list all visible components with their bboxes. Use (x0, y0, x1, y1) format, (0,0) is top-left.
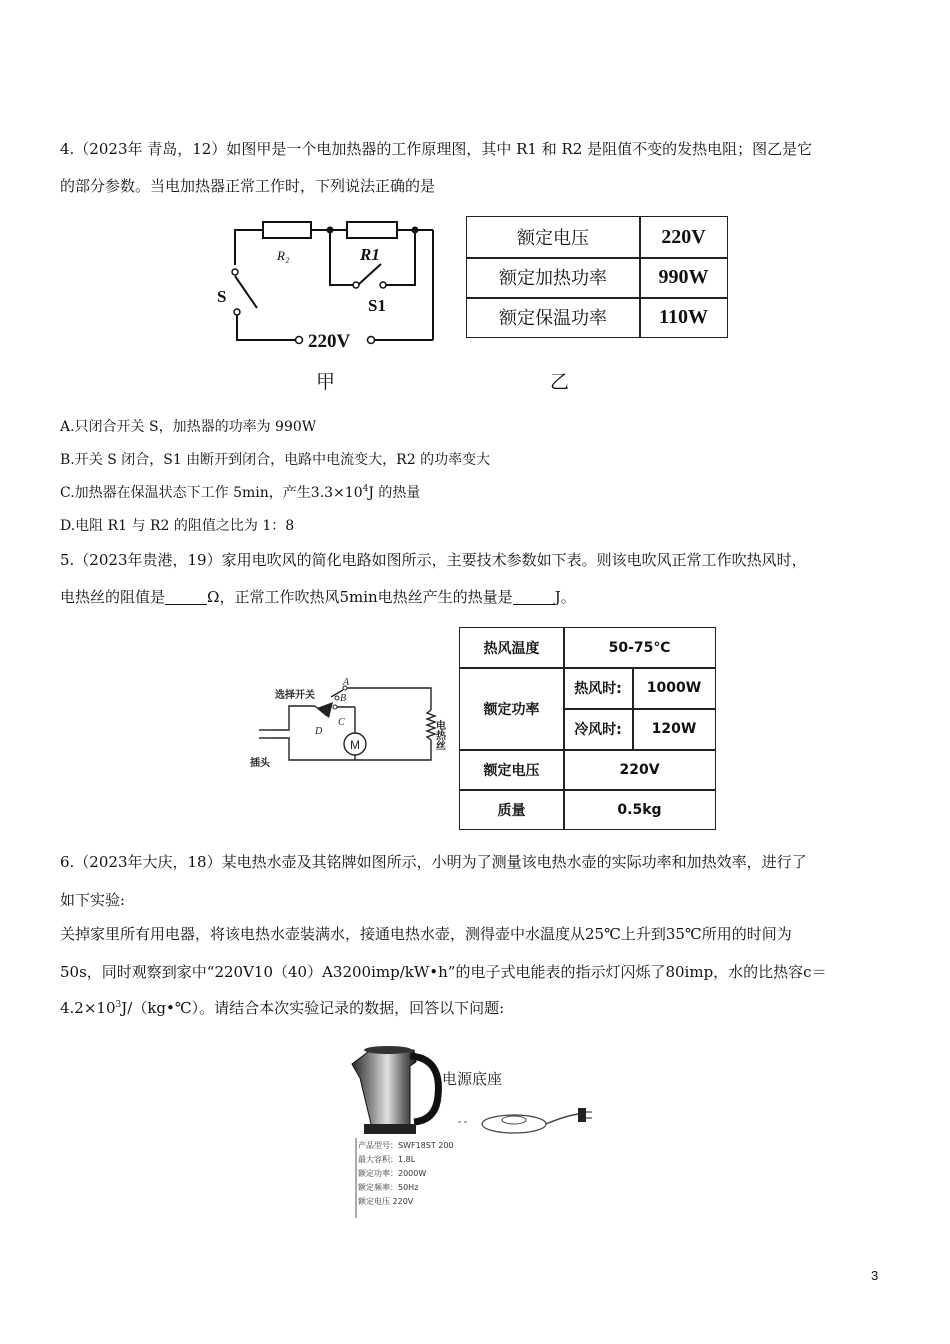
q4-option-a: A.只闭合开关 S，加热器的功率为 990W (60, 419, 317, 435)
power-base-icon (458, 1108, 592, 1133)
page-number: 3 (871, 1268, 879, 1283)
svg-text:额定频率：50Hz: 额定频率：50Hz (358, 1183, 419, 1192)
table-label-rated-voltage: 额定电压 (517, 228, 589, 249)
value-rated-voltage: 220V (619, 761, 660, 778)
voltage-label: 220V (308, 331, 351, 352)
q5-circuit-diagram (245, 672, 460, 787)
label-mass: 质量 (497, 802, 526, 819)
plug-label: 插头 (250, 758, 270, 769)
q6-stem-line4: 50s，同时观察到家中“220V10（40）A3200imp/kW•h”的电子式电能表的指示灯闪烁了80imp，水的比热容c＝ (60, 963, 827, 981)
svg-text:额定电压 220V: 额定电压 220V (358, 1197, 414, 1206)
motor-icon: M (350, 738, 360, 752)
caption-jia: 甲 (316, 371, 336, 393)
switch-s-label: S (217, 287, 227, 306)
table-value-keepwarm-power: 110W (659, 305, 708, 328)
table-label-keepwarm-power: 额定保温功率 (499, 308, 607, 329)
r2-label: R₂ (277, 248, 290, 263)
q6-stem-line2: 如下实验: (60, 891, 126, 909)
label-rated-power: 额定功率 (483, 701, 540, 718)
switch-s1-label: S1 (368, 296, 386, 315)
svg-text:A: A (343, 677, 350, 688)
q4-params-table (466, 216, 728, 338)
answer-blank-resistance[interactable] (165, 590, 207, 605)
heater-label: 电热丝 (433, 720, 445, 750)
select-switch-label: 选择开关 (275, 690, 315, 701)
q4-circuit-diagram (205, 210, 445, 360)
table-value-heating-power: 990W (658, 265, 709, 288)
svg-text:额定功率：2000W: 额定功率：2000W (358, 1169, 427, 1178)
answer-blank-heat[interactable] (513, 590, 555, 605)
q6-stem-line3: 关掉家里所有用电器，将该电热水壶装满水，接通电热水壶，测得壶中水温度从25℃上升到35℃所用的时间为 (60, 925, 792, 943)
q4-option-b: B.开关 S 闭合，S1 由断开到闭合，电路中电流变大，R2 的功率变大 (60, 452, 491, 468)
label-hot-mode: 热风时: (574, 681, 622, 697)
svg-text:产品型号：SWF18ST 200: 产品型号：SWF18ST 200 (358, 1141, 454, 1150)
q5-stem-line2: 电热丝的阻值是 Ω，正常工作吹热风5min电热丝产生的热量是 J。 (60, 588, 576, 606)
table-value-rated-voltage: 220V (661, 225, 706, 248)
q4-stem-line2: 的部分参数。当电加热器正常工作时，下列说法正确的是 (60, 177, 436, 195)
label-rated-voltage: 额定电压 (483, 762, 540, 779)
svg-text:B: B (340, 693, 347, 704)
q5-params-table (459, 627, 716, 830)
r1-label: R1 (360, 245, 380, 264)
kettle-figure (350, 1038, 600, 1220)
value-hot-air-temp: 50-75℃ (608, 639, 671, 656)
value-cold-power: 120W (651, 721, 697, 737)
q6-stem-line5: $4.2\times 10^3J/(kg•℃)$。请结合本次实验记录的数据，回答以下问题: (60, 999, 505, 1017)
label-cold-mode: 冷风时: (574, 722, 622, 738)
q4-option-d: D.电阻 R1 与 R2 的阻值之比为 1：8 (60, 518, 295, 534)
nameplate (358, 1140, 454, 1206)
svg-text:C: C (338, 717, 345, 728)
label-hot-air-temp: 热风温度 (483, 640, 540, 657)
q4-option-c: C.加热器在保温状态下工作 5min，产生$3.3\times 10^4J$ 的热量 (60, 484, 421, 501)
svg-text:D: D (315, 726, 323, 737)
caption-yi: 乙 (550, 371, 570, 393)
q5-stem-line1: 5.（2023年贵港，19）家用电吹风的简化电路如图所示，主要技术参数如下表。则该电吹风正常工作吹热风时， (60, 551, 807, 569)
table-label-heating-power: 额定加热功率 (499, 268, 607, 289)
value-hot-power: 1000W (646, 680, 702, 696)
base-label: 电源底座 (442, 1070, 503, 1088)
q4-stem-line1: 4.（2023年 青岛，12）如图甲是一个电加热器的工作原理图，其中 R1 和 R2 是阻值不变的发热电阻；图乙是它 (60, 140, 813, 158)
q6-stem-line1: 6.（2023年大庆，18）某电热水壶及其铭牌如图所示，小明为了测量该电热水壶的实际功率和加热效率，进行了 (60, 853, 807, 871)
kettle-icon (352, 1046, 438, 1134)
value-mass: 0.5kg (617, 801, 662, 818)
svg-text:最大容积：1.8L: 最大容积：1.8L (358, 1155, 416, 1164)
